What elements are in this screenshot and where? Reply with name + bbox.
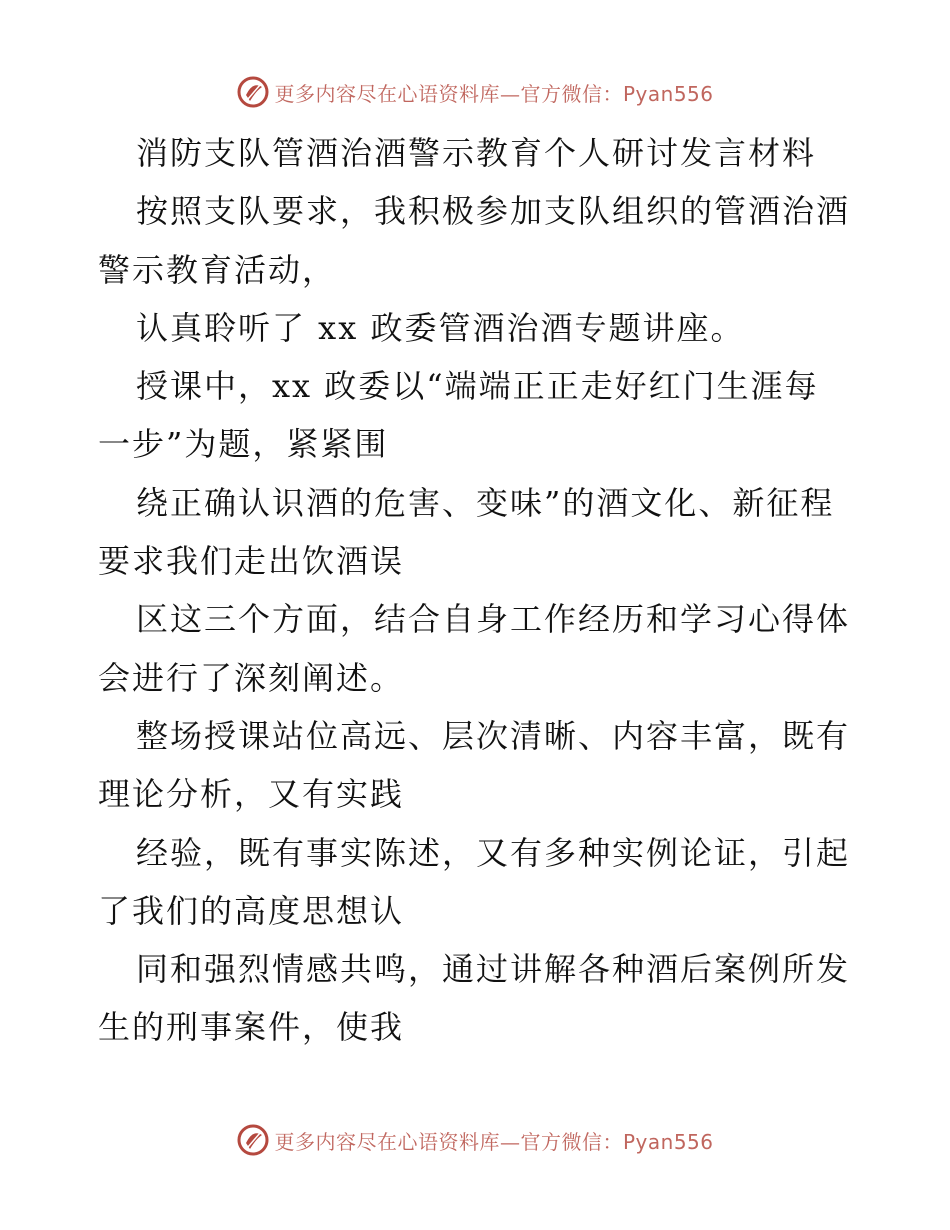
document-body xyxy=(98,124,858,1057)
text-line: 授课中，xx 政委以“端端正正走好红门生涯每 xyxy=(136,367,819,406)
text-line: 同和强烈情感共鸣，通过讲解各种酒后案例所发 xyxy=(136,950,851,989)
text-line: 会进行了深刻阐述。 xyxy=(98,658,405,697)
text-line: 理论分析，又有实践 xyxy=(98,775,405,814)
text-line: 要求我们走出饮酒误 xyxy=(98,542,405,581)
text-line: 警示教育活动， xyxy=(98,250,337,289)
text-line: 一步”为题，紧紧围 xyxy=(98,425,389,464)
text-line: 整场授课站位高远、层次清晰、内容丰富，既有 xyxy=(136,716,851,755)
wechat-id: Pyan556 xyxy=(622,81,714,106)
document-seal-icon xyxy=(236,1123,270,1157)
wechat-id: Pyan556 xyxy=(622,1129,714,1154)
text-line: 经验，既有事实陈述，又有多种实例论证，引起 xyxy=(136,833,851,872)
text-line: 消防支队管酒治酒警示教育个人研讨发言材料 xyxy=(136,134,817,172)
banner-text: 更多内容尽在心语资料库—官方微信：Pyan556 xyxy=(274,81,714,106)
text-line: 生的刑事案件，使我 xyxy=(98,1008,405,1047)
text-line: 按照支队要求，我积极参加支队组织的管酒治酒 xyxy=(136,192,851,231)
banner-text: 更多内容尽在心语资料库—官方微信：Pyan556 xyxy=(274,1129,714,1154)
text-line: 了我们的高度思想认 xyxy=(98,891,405,930)
text-line: 绕正确认识酒的危害、变味”的酒文化、新征程 xyxy=(136,483,835,522)
document-seal-icon xyxy=(236,75,270,109)
text-line: 认真聆听了 xx 政委管酒治酒专题讲座。 xyxy=(136,308,745,347)
text-line: 区这三个方面，结合自身工作经历和学习心得体 xyxy=(136,600,851,639)
header-banner xyxy=(0,72,950,112)
footer-banner xyxy=(0,1120,950,1160)
